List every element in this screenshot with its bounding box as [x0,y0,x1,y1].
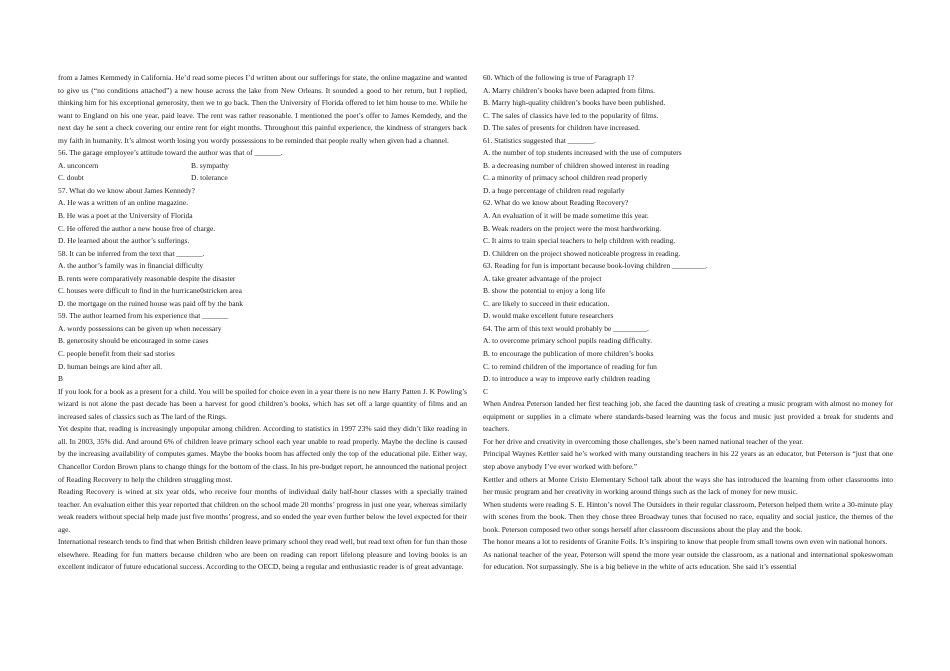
option-61-c: C. a minority of primacy school children read properly [483,173,648,183]
question-56-options-row-2 [58,172,467,185]
passage-a-ending: from a James Kemmedy in California. He’d read some pieces I’d written about our sufferings for state, the online magazine and wanted to give us (“no conditions attached”) a new house across the lake from New Orleans. It sounded a good to her return, but I replied, thinking him for his exceptional generosity, then we to go back. Then the University of Florida offered to let him house to me. While he want to England on his one year, paid leave. The rent was rather reasonable. I mentioned the poet’s offer to James Kemdedy, and the next day he sent a check covering our entire rent for eight months. Throughout this painful experience, the kindness of strangers back my faith in humanity. It’s almost worth losing you wordy possessions to be reminded that people really when given had a channel. [58,73,467,145]
passage-c-paragraph-1: When Andrea Peterson landed her first teaching job, she faced the daunting task of creating a music program with almost no money for equipment or supplies in a climate where standards-based learning was the focus and music just provided a break for students and teachers. [483,399,893,434]
question-58: 58. It can be inferred from the text that _______. [58,248,205,258]
option-59-a: A. wordy possessions can be given up when necessary [58,323,222,333]
option-58-c: C. houses were difficult to find in the hurricane0stricken area [58,286,242,296]
right-column [483,72,893,574]
left-column [58,72,467,574]
passage-c-paragraph-4: Kettler and others at Monte Cristo Elementary School talk about the ways she has introduced the learning from other classrooms into her music program and her creativity in working around things such as the lack of money for new music. [483,474,893,497]
option-59-d: D. human beings are kind after all. [58,361,163,371]
option-63-b: B. show the potential to enjoy a long life [483,286,606,296]
question-63: 63. Reading for fun is important because book-loving children _________. [483,261,708,271]
option-63-a: A. take greater advantage of the project [483,273,602,283]
question-59: 59. The author learned from his experience that _______ [58,311,229,321]
option-58-b: B. rents were comparatively reasonable despite the disaster [58,273,236,283]
section-b-heading: B [58,374,64,384]
option-59-c: C. people benefit from their sad stories [58,349,175,359]
passage-c-paragraph-2: For her drive and creativity in overcoming those challenges, she’s been named national teacher of the year. [483,436,804,446]
option-64-d: D. to introduce a way to improve early children reading [483,374,651,384]
option-56-d: D. tolerance [191,173,228,183]
option-60-c: C. The sales of classics have led to the popularity of films. [483,110,659,120]
section-c-heading: C [483,386,489,396]
option-56-b: B. sympathy [191,160,229,170]
option-61-b: B. a decreasing number of children showed interest in reading [483,160,670,170]
option-62-c: C. It aims to train special teachers to help children with reading. [483,236,676,246]
option-64-b: B. to encourage the publication of more children’s books [483,349,654,359]
option-58-a: A. the author’s family was in financial difficulty [58,261,204,271]
option-56-c: C. doubt [58,173,84,183]
option-57-b: B. He was a poet at the University of Florida [58,211,193,221]
option-62-d: D. Children on the project showed noticeable progress in reading. [483,248,681,258]
passage-c-paragraph-7: As national teacher of the year, Peterson will spend the more year outside the classroom, as a national and international spokeswoman for education. Not surpassingly. She is a big believe in the white of acts education. She said it’s essential [483,549,893,572]
question-60: 60. Which of the following is true of Paragraph 1? [483,73,635,82]
option-61-d: D. a huge percentage of children read regularly [483,185,625,195]
passage-b-paragraph-1: If you look for a book as a present for a child. You will be spoiled for choice even in a year there is no new Harry Patten J. K Powling’s wizard is not alone the past decade has been a harvest for good children’s books, which has set off a large quantity of films and an increased sales of classics such as The lard of the Rings. [58,386,467,421]
option-62-b: B. Weak readers on the project were the most hardworking. [483,223,662,233]
option-62-a: A. An evaluation of it will be made sometime this year. [483,211,649,221]
option-58-d: D. the mortgage on the ruined house was paid off by the bank [58,298,244,308]
option-63-c: C. are likely to succeed in their education. [483,298,610,308]
question-64: 64. The arm of this text would probably be _________. [483,323,649,333]
option-61-a: A. the number of top students increased with the use of computers [483,148,682,158]
question-57: 57. What do we know about James Kennedy? [58,185,195,195]
passage-c-paragraph-6: The honor means a lot to residents of Granite Foils. It’s inspiring to know that people from small towns own even win national honors. [483,537,888,547]
passage-b-paragraph-4: International research tends to find that when British children leave primary school they read well, but read text often for fun than those elsewhere. Reading for fun matters because children who are been on reading can report lifelong pleasure and loving books is an excellent indicator of future educational success. According to the OECD, being a regular and enthusiastic reader is of great advantage. [58,537,467,572]
option-60-a: A. Marry children’s books have been adapted from films. [483,85,656,95]
question-61: 61. Statistics suggested that _______. [483,135,596,145]
passage-c-paragraph-3: Principal Waynes Kettler said he’s worked with many outstanding teachers in his 22 years as an educator, but Peterson is “just that one step above anybody I’ve ever worked with before.” [483,449,893,471]
option-63-d: D. would make excellent future researchers [483,311,614,321]
passage-b-paragraph-3: Reading Recovery is wined at six year olds, who receive four months of individual daily half-hour classes with a specially trained teacher. An evaluation either this year reported that children on the school made 20 months’ progress in just one year, whereas similarly weak readers without special help made just five months’ progress, and so ended the year even further below the level expected for their age. [58,487,467,534]
option-60-b: B. Marry high-quality children’s books have been published. [483,98,666,108]
option-56-a: A. unconcern [58,160,99,170]
option-57-c: C. He offered the author a new house free of charge. [58,223,216,233]
question-56: 56. The garage employee’s attitude toward the author was that of _______. [58,148,283,158]
question-56-options-row-1 [58,160,467,173]
option-57-d: D. He learned about the author’s sufferings. [58,236,190,246]
option-64-c: C. to remind children of the importance of reading for fun [483,361,657,371]
option-60-d: D. The sales of presents for children have increased. [483,123,640,133]
passage-c-paragraph-5: When students were reading S. E. Hinton’s novel The Outsiders in their regular classroom, Peterson helped them write a 30-minute play with scenes from the book. Then they chose three Broadway tunes that focused no race, equality and social justice, the themes of the book. Peterson composed two other songs herself after classroom discussions about the play and the book. [483,499,893,534]
option-59-b: B. generosity should be encouraged in some cases [58,336,209,346]
option-57-a: A. He was a written of an online magazine. [58,198,188,208]
option-64-a: A. to overcome primary school pupils reading difficulty. [483,336,653,346]
passage-b-paragraph-2: Yet despite that, reading is increasingly unpopular among children. According to statistics in 1997 23% said they didn’t like reading in all. In 2003, 35% did. And around 6% of children leave primary school each year unable to read properly. Maybe the decline is caused by the increasing availability of computes games. Maybe the books boom has affected only the top of the educational pile. Either way, Chancellor Cordon Brown plans to change things for the bottom of the class. In his pre-budget report, he announced the national project of Reading Recovery to help the children struggling most. [58,424,467,484]
question-62: 62. What do we know about Reading Recovery? [483,198,629,208]
